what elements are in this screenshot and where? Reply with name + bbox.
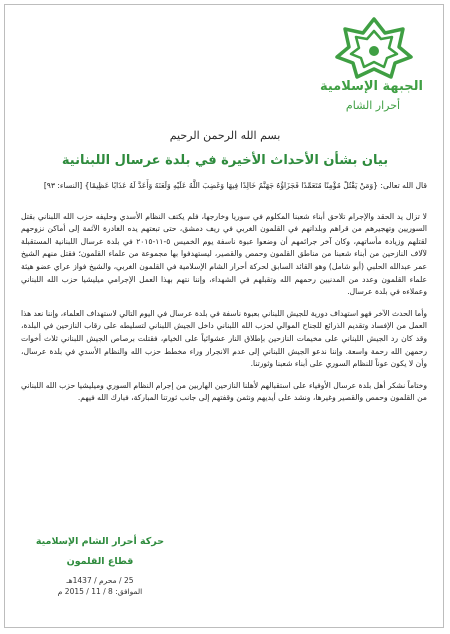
signature-block — [35, 535, 165, 597]
paragraph-2: وأما الحدث الآخر فهو استهداف دورية للجيش اللبناني بعبوة ناسفة في بلدة عرسال في اليوم التالي لاستهداف العلماء، وإننا نعد هذا العمل من الإفساد وتقديم الذرائع للجناح الموالي لحزب الله اللبناني داخل الجيش اللبناني لتسليطه على رقاب النازحين في البلدة، وقد كان رد الجيش اللبناني على مخيمات النازحين بإطلاق النار عشوائياً على الخيام، فقتلت برصاص الجيش اللبناني ثلاث أخوات رحمهن الله رحمة واسعة. وإننا ندعو الجيش اللبناني إلى عدم الانجرار وراء مخطط حزب الله والنظام الأسدي في بلدة عرسال، وأن لا يكون عوناً للنظام السوري على أبناء شعبنا وثورتنا. — [21, 308, 427, 369]
statement-title: بيان بشأن الأحداث الأخيرة في بلدة عرسال اللبنانية — [61, 153, 389, 168]
statement-body — [21, 180, 427, 414]
signature-sector: قطاع القلمون — [66, 556, 134, 567]
quran-quote: قال الله تعالى: {وَمَنْ يَقْتُلْ مُؤْمِنًا مُتَعَمِّدًا فَجَزَاؤُهُ جَهَنَّمُ خَالِدًا فِيهَا وَغَضِبَ اللَّهُ عَلَيْهِ وَلَعَنَهُ وَأَعَدَّ لَهُ عَذَابًا عَظِيمًا} [النساء: ٩٣] — [43, 181, 427, 190]
gregorian-date: الموافق: 8 / 11 / 2015 م — [57, 587, 143, 596]
star-emblem-icon — [335, 17, 413, 79]
paragraph-1: لا تزال يد الحقد والإجرام تلاحق أبناء شعبنا المكلوم في سوريا وخارجها، فلم يكتف النظام الأسدي وحليفه حزب الله اللبناني بقتل السوريين وتهجيرهم من قراهم وبلداتهم في القلمون الغربي في ريف دمشق، حتى تبعتهم يده الغادرة الآثمة إلى أماكن نزوحهم لقتلهم وزيادة مأساتهم، وكان آخر جرائمهم أن وضعوا عبوة ناسفة يوم الخميس ٥-١١-٢٠١٥ في بلدة عرسال اللبنانية المستقبلة لآلاف النازحين من أبناء شعبنا من مناطق القلمون وحمص والقصير، ليستهدفوا بها مجموعة من علماء القلمون؛ فقتل منهم الشيخ عمر عبدالله الحلبي (أبو شامل) وهو القائد السابق لحركة أحرار الشام الإسلامية في القلمون الغربي، والشيخ فواز عراي عضو هيئة علماء القلمون وعدد من المدنيين رحمهم الله وتقبلهم في الشهداء، وإننا نتهم بهذا العمل الإجرامي ميليشيا حزب الله اللبناني وعملاءه في بلدة عرسال. — [21, 211, 427, 297]
logo-subtitle: أحرار الشام — [345, 99, 401, 112]
logo-name: الجبهة الإسلامية — [319, 79, 423, 94]
paragraph-3: وختاماً نشكر أهل بلدة عرسال الأوفياء على استقبالهم لأهلنا النازحين الهاربين من إجرام النظام السوري وميليشيا حزب الله اللبناني من القلمون وحمص والقصير وغيرها، ونشد على أيديهم ونثمن وقفتهم إلى جانب ثورتنا المباركة، فبارك الله فيهم. — [21, 380, 427, 403]
organization-logo — [319, 17, 429, 125]
basmala: بسم الله الرحمن الرحيم — [169, 129, 281, 142]
hijri-date: 25 / محرم / 1437هـ — [66, 576, 134, 585]
document-page — [4, 4, 444, 628]
signature-organization: حركة أحرار الشام الإسلامية — [35, 536, 165, 547]
